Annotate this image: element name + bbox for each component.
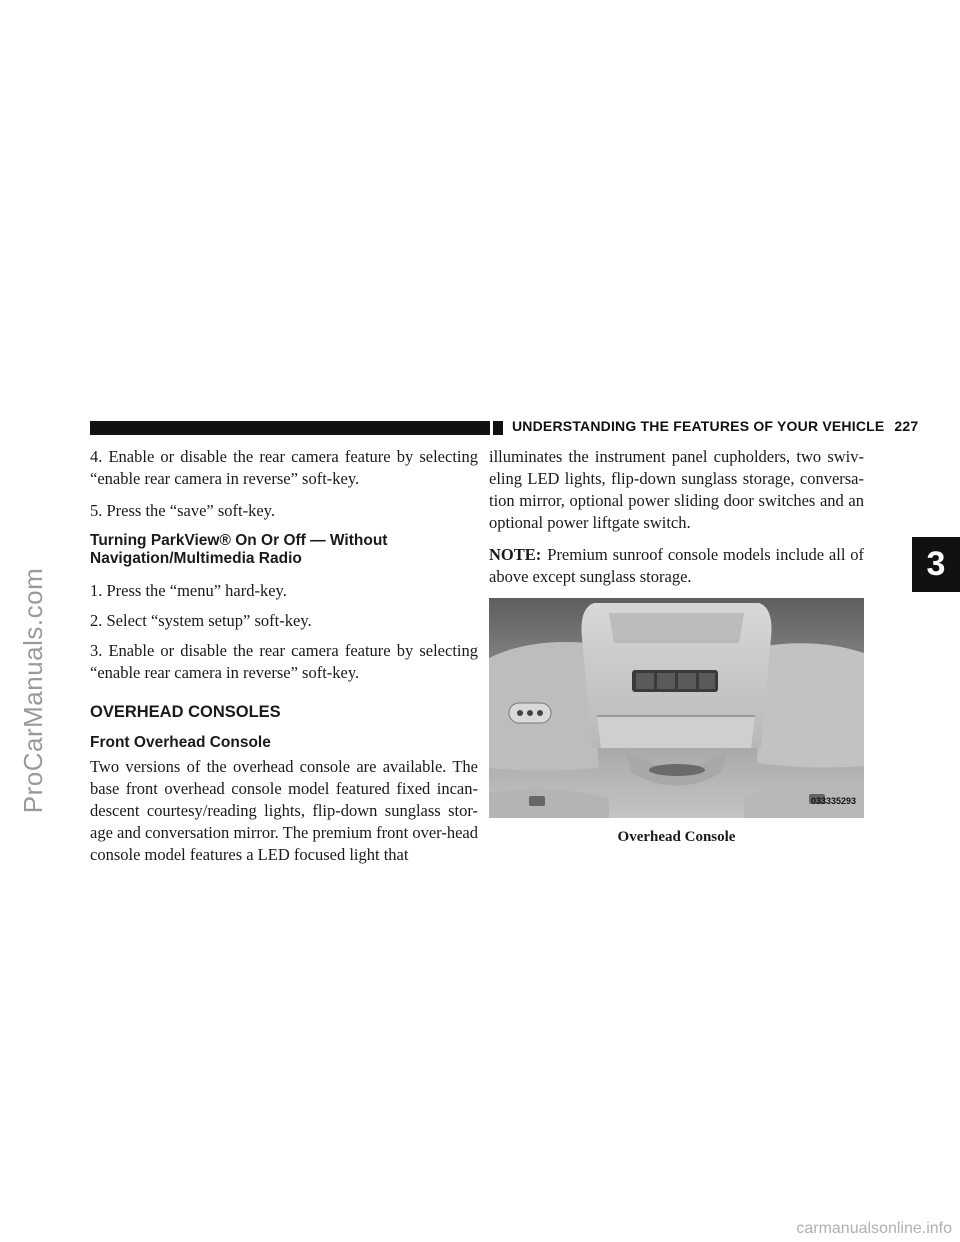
note-paragraph <box>489 544 864 588</box>
overhead-console-illustration <box>489 598 864 818</box>
continued-paragraph: illuminates the instrument panel cupholders, two swiv-eling LED lights, flip-down sunglass storage, conversa-tion mirror, optional power sliding door switches and an optional power liftgate switch. <box>489 447 864 532</box>
front-console-paragraph: Two versions of the overhead console are available. The base front overhead console model featured fixed incan-descent courtesy/reading lights, flip-down sunglass stor-age and conversation mirror. The premium front over-head console model features a LED focused light that <box>90 757 478 864</box>
right-column <box>489 446 864 848</box>
step-2-paragraph: 2. Select “system setup” soft-key. <box>90 611 312 630</box>
running-header <box>512 418 918 434</box>
left-column <box>90 446 478 876</box>
header-rule-tab <box>493 421 503 435</box>
step-3-paragraph: 3. Enable or disable the rear camera feature by selecting “enable rear camera in reverse” soft-key. <box>90 641 478 682</box>
note-label: NOTE: <box>489 545 542 564</box>
figure-caption: Overhead Console <box>617 829 736 845</box>
watermark-left <box>14 500 54 880</box>
heading-parkview: Turning ParkView® On Or Off — Without Navigation/Multimedia Radio <box>90 532 388 567</box>
note-text: Premium sunroof console models include all of above except sunglass storage. <box>489 545 864 586</box>
header-rule <box>90 421 490 435</box>
section-title: UNDERSTANDING THE FEATURES OF YOUR VEHICLE <box>512 418 885 434</box>
step-1-paragraph: 1. Press the “menu” hard-key. <box>90 581 287 600</box>
heading-overhead-consoles: OVERHEAD CONSOLES <box>90 703 281 721</box>
watermark-bottom: carmanualsonline.info <box>796 1220 952 1237</box>
chapter-tab: 3 <box>912 537 960 592</box>
overhead-console-photo <box>489 598 864 818</box>
heading-front-overhead: Front Overhead Console <box>90 734 271 751</box>
watermark-left-text: ProCarManuals.com <box>18 567 49 813</box>
page-number: 227 <box>894 418 919 434</box>
step-5-paragraph: 5. Press the “save” soft-key. <box>90 501 275 520</box>
figure-code: 033335293 <box>810 796 856 806</box>
step-4-paragraph: 4. Enable or disable the rear camera feature by selecting “enable rear camera in reverse” soft-key. <box>90 447 478 488</box>
